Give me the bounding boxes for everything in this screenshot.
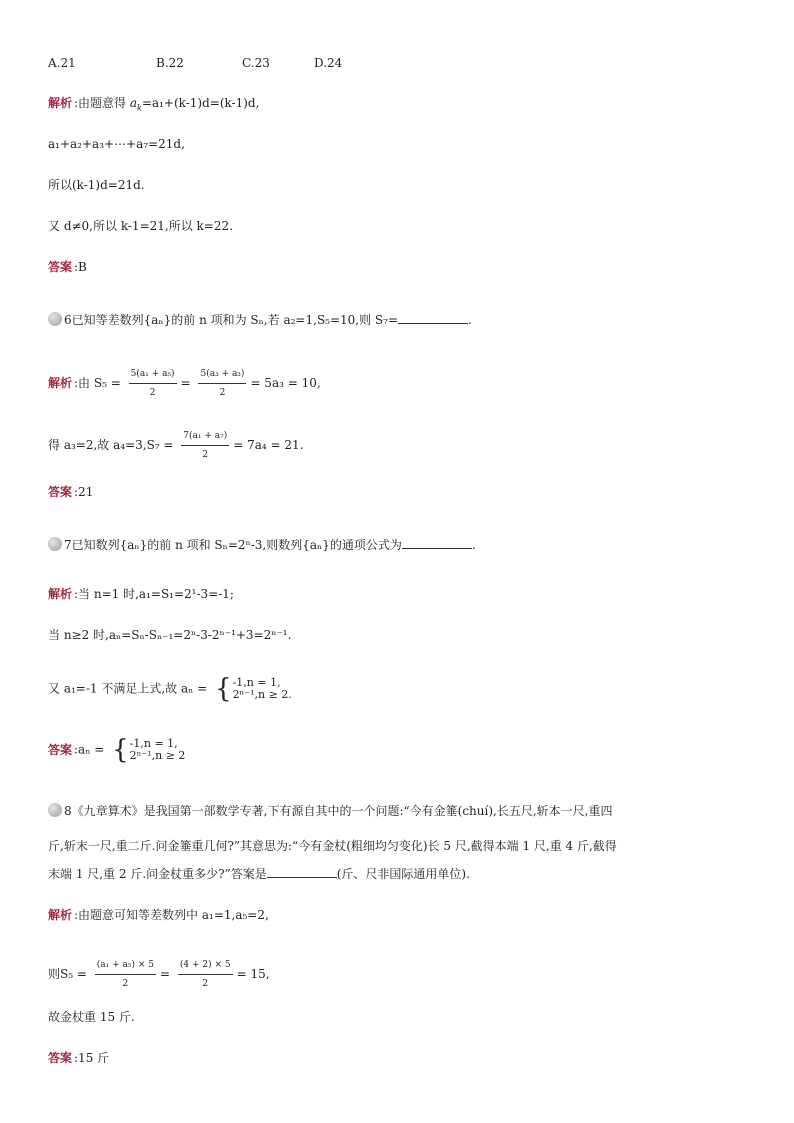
q6-text: 已知等差数列{aₙ}的前 n 项和为 Sₙ,若 a₂=1,S₅=10,则 S₇= [71,313,399,327]
q8-number: 8 [64,804,72,818]
question-bullet-icon [48,803,62,817]
question-bullet-icon [48,312,62,326]
q7-analysis-line2: 当 n≥2 时,aₙ=Sₙ-Sₙ₋₁=2ⁿ-3-2ⁿ⁻¹+3=2ⁿ⁻¹. [48,628,292,642]
q6-answer: 答案 :21 [48,485,94,499]
q5-answer: 答案 :B [48,260,87,274]
q6-analysis-line2: 得 a₃=2,故 a₄=3,S₇ = $\frac{\text{7(a₁ + a₇)}}{2}$ = 7a₄ = 21. [48,428,304,463]
q5-analysis-line3: 所以(k-1)d=21d. [48,178,145,192]
options-row [48,55,342,71]
option-a: A.21 [48,56,76,70]
question-bullet-icon [48,537,62,551]
fraction: $\frac{\text{5(a₁ + a₅)}}{2}$ [129,366,177,401]
q5-analysis-line4: 又 d≠0,所以 k-1=21,所以 k=22. [48,219,233,233]
q7-question: 7已知数列{aₙ}的前 n 项和 Sₙ=2ⁿ-3,则数列{aₙ}的通项公式为 . [48,537,476,553]
q8-answer: 答案 :15 斤 [48,1051,110,1065]
fraction: $\frac{\text{(a₁ + a₅) × 5}}{2}$ [95,957,156,992]
q7-number: 7 [64,538,72,552]
piecewise: { -1,n = 1, 2ⁿ⁻¹,n ≥ 2. [215,674,292,704]
q8-analysis-line2: 则S₅ = $\frac{\text{(a₁ + a₅) × 5}}{2}$ = $\frac{(4 + 2) \times 5}{2}$ = 15, [48,957,270,992]
q8-analysis-line1: 解析 :由题意可知等差数列中 a₁=1,a₅=2, [48,908,269,922]
q6-question: 6已知等差数列{aₙ}的前 n 项和为 Sₙ,若 a₂=1,S₅=10,则 S₇= . [48,312,472,328]
fraction: $\frac{(4 + 2) \times 5}{2}$ [178,957,233,992]
q8-answer-blank[interactable] [267,866,337,878]
q8-question-line1: 8《九章算术》是我国第一部数学专著,下有源自其中的一个问题:“今有金箠(chuí),长五尺,斩本一尺,重四 [48,803,612,819]
q8-analysis-line3: 故金杖重 15 斤. [48,1010,135,1024]
option-d: D.24 [314,56,343,70]
q7-answer-blank[interactable] [402,537,472,549]
option-b: B.22 [156,56,184,70]
q8-question-line3: 末端 1 尺,重 2 斤.问金杖重多少?”答案是 (斤、尺非国际通用单位). [48,867,470,881]
fraction: $\frac{\text{5(a₃ + a₃)}}{2}$ [198,366,246,401]
q5-analysis-line1: 解析 :由题意得 $a_k=a_1+(k-1)d=(k-1)d$, [48,96,260,113]
option-c: C.23 [242,56,270,70]
fraction: $\frac{\text{7(a₁ + a₇)}}{2}$ [181,428,229,463]
q5-analysis-line2: a₁+a₂+a₃+⋯+a₇=21d, [48,137,185,151]
analysis-label: 解析 [48,96,73,110]
q8-question-line2: 斤,斩末一尺,重二斤.问金箠重几何?”其意思为:“今有金杖(粗细均匀变化)长 5 尺,截得本端 1 尺,重 4 斤,截得 [48,839,617,853]
q7-analysis-line3: 又 a₁=-1 不满足上式,故 aₙ = { -1,n = 1, 2ⁿ⁻¹,n ≥ 2. [48,674,292,704]
q6-number: 6 [64,313,72,327]
q7-text: 已知数列{aₙ}的前 n 项和 Sₙ=2ⁿ-3,则数列{aₙ}的通项公式为 [71,538,402,552]
piecewise: { -1,n = 1, 2ⁿ⁻¹,n ≥ 2 [112,735,186,765]
q6-analysis-line1: 解析 :由 S₅ = $\frac{\text{5(a₁ + a₅)}}{2}$ = $\frac{\text{5(a₃ + a₃)}}{2}$ = 5a₃ = 10, [48,366,321,401]
q6-answer-blank[interactable] [398,312,468,324]
answer-label: 答案 [48,260,73,274]
q7-answer: 答案 :aₙ = { -1,n = 1, 2ⁿ⁻¹,n ≥ 2 [48,735,186,765]
q7-analysis-line1: 解析 :当 n=1 时,a₁=S₁=2¹-3=-1; [48,587,234,601]
